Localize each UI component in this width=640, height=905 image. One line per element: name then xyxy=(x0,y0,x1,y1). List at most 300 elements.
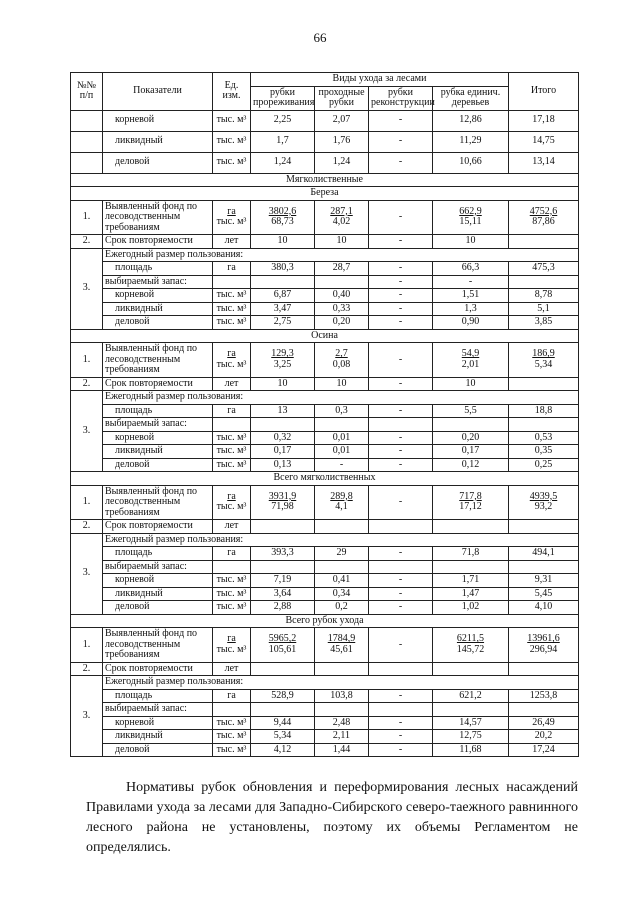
fraction-bottom: 145,72 xyxy=(456,643,485,655)
indicator-cell: выбираемый запас: xyxy=(103,703,213,717)
table-row xyxy=(71,187,579,201)
total-cell xyxy=(509,200,579,235)
value-cell xyxy=(315,485,369,520)
indicator-cell: Ежегодный размер пользования: xyxy=(103,391,579,405)
value-cell: 10,66 xyxy=(433,152,509,173)
value-cell: 0,01 xyxy=(315,445,369,459)
table-row xyxy=(71,316,579,330)
unit-cell xyxy=(213,418,251,432)
fraction-top: 287,1 xyxy=(330,205,353,217)
value-cell: 2,48 xyxy=(315,716,369,730)
table-row xyxy=(71,520,579,534)
fraction-top: 717,8 xyxy=(459,490,482,502)
value-cell: 1,51 xyxy=(433,289,509,303)
fraction-value xyxy=(527,634,560,655)
value-cell: 0,17 xyxy=(251,445,315,459)
table-row xyxy=(71,302,579,316)
unit-cell: тыс. м³ xyxy=(213,110,251,131)
total-cell xyxy=(509,520,579,534)
value-cell: 2,25 xyxy=(251,110,315,131)
fraction-top: 13961,6 xyxy=(527,633,560,645)
fraction-value xyxy=(532,349,555,370)
unit-cell: га xyxy=(213,262,251,276)
block-title: Береза xyxy=(71,187,579,201)
value-cell: 3,47 xyxy=(251,302,315,316)
value-cell: - xyxy=(369,628,433,663)
table-row xyxy=(71,547,579,561)
value-cell: - xyxy=(369,343,433,378)
value-cell: 0,13 xyxy=(251,458,315,472)
value-cell xyxy=(369,560,433,574)
unit-thous-m3: тыс. м³ xyxy=(216,501,247,513)
indicator-cell: выбираемый запас: xyxy=(103,275,213,289)
unit-cell xyxy=(213,485,251,520)
fraction-bottom: 2,01 xyxy=(461,358,480,370)
table-row xyxy=(71,152,579,173)
indicator-cell: деловой xyxy=(103,601,213,615)
indicator-cell: деловой xyxy=(103,316,213,330)
unit-cell: тыс. м³ xyxy=(213,316,251,330)
indicator-cell: ликвидный xyxy=(103,445,213,459)
unit-ha: га xyxy=(227,490,236,502)
value-cell: 11,29 xyxy=(433,131,509,152)
fraction-top: 129,3 xyxy=(271,348,294,360)
header-col-thinning: рубки прореживания xyxy=(251,86,315,110)
header-num: №№ п/п xyxy=(71,73,103,111)
indicator-cell: ликвидный xyxy=(103,730,213,744)
value-cell xyxy=(315,662,369,676)
fraction-top: 4752,6 xyxy=(529,205,558,217)
indicator-cell: площадь xyxy=(103,689,213,703)
value-cell: - xyxy=(369,743,433,757)
value-cell: 1,3 xyxy=(433,302,509,316)
fraction-bottom: 17,12 xyxy=(459,501,482,513)
value-cell xyxy=(251,560,315,574)
total-cell xyxy=(509,662,579,676)
value-cell xyxy=(433,703,509,717)
value-cell: - xyxy=(369,716,433,730)
total-cell xyxy=(509,560,579,574)
value-cell: 1,76 xyxy=(315,131,369,152)
unit-thous-m3: тыс. м³ xyxy=(216,358,247,370)
table-row xyxy=(71,200,579,235)
table-row xyxy=(71,275,579,289)
value-cell: 393,3 xyxy=(251,547,315,561)
indicator-cell: Ежегодный размер пользования: xyxy=(103,676,579,690)
indicator-cell: Выявленный фонд по лесоводственным требованиям xyxy=(103,343,213,378)
total-cell: 5,45 xyxy=(509,587,579,601)
value-cell: 71,8 xyxy=(433,547,509,561)
unit-ha: га xyxy=(227,633,236,645)
value-cell: 5,5 xyxy=(433,404,509,418)
value-cell xyxy=(315,418,369,432)
table-row xyxy=(71,445,579,459)
value-cell: 2,75 xyxy=(251,316,315,330)
table-row xyxy=(71,377,579,391)
value-cell: 1,02 xyxy=(433,601,509,615)
table-row xyxy=(71,560,579,574)
total-cell: 0,35 xyxy=(509,445,579,459)
value-cell: 0,2 xyxy=(315,601,369,615)
total-cell: 8,78 xyxy=(509,289,579,303)
value-cell xyxy=(315,343,369,378)
value-cell: 1,71 xyxy=(433,574,509,588)
num-cell: 3. xyxy=(71,248,103,329)
table-row xyxy=(71,472,579,486)
block-title: Всего рубок ухода xyxy=(71,614,579,628)
value-cell: 0,17 xyxy=(433,445,509,459)
value-cell: - xyxy=(369,289,433,303)
value-cell: 10 xyxy=(315,377,369,391)
total-cell: 1253,8 xyxy=(509,689,579,703)
fraction-value xyxy=(269,492,297,513)
fraction-value xyxy=(330,207,353,228)
num-cell: 3. xyxy=(71,676,103,757)
value-cell xyxy=(433,662,509,676)
value-cell: 621,2 xyxy=(433,689,509,703)
total-cell: 0,53 xyxy=(509,431,579,445)
table-row xyxy=(71,458,579,472)
unit-cell: га xyxy=(213,404,251,418)
value-cell: - xyxy=(369,574,433,588)
unit-cell: тыс. м³ xyxy=(213,743,251,757)
table-row xyxy=(71,289,579,303)
value-cell: 10 xyxy=(433,377,509,391)
total-cell: 475,3 xyxy=(509,262,579,276)
fraction-bottom: 3,25 xyxy=(273,358,292,370)
value-cell: - xyxy=(369,377,433,391)
fraction-top: 54,9 xyxy=(461,348,480,360)
fraction-bottom: 5,34 xyxy=(534,358,553,370)
fraction-top: 2,7 xyxy=(335,348,348,360)
value-cell: 12,75 xyxy=(433,730,509,744)
total-cell xyxy=(509,418,579,432)
value-cell: 9,44 xyxy=(251,716,315,730)
table-row xyxy=(71,689,579,703)
value-cell xyxy=(251,520,315,534)
fraction-top: 4939,5 xyxy=(529,490,558,502)
total-cell xyxy=(509,275,579,289)
num-cell: 1. xyxy=(71,343,103,378)
value-cell: 12,86 xyxy=(433,110,509,131)
header-col-passage: проходные рубки xyxy=(315,86,369,110)
unit-cell: тыс. м³ xyxy=(213,152,251,173)
unit-cell: тыс. м³ xyxy=(213,289,251,303)
indicator-cell: корневой xyxy=(103,110,213,131)
value-cell: 11,68 xyxy=(433,743,509,757)
value-cell: - xyxy=(369,587,433,601)
value-cell: - xyxy=(369,302,433,316)
indicator-cell: площадь xyxy=(103,404,213,418)
fraction-bottom: 105,61 xyxy=(268,643,297,655)
table-row xyxy=(71,391,579,405)
value-cell xyxy=(433,200,509,235)
num-cell: 1. xyxy=(71,200,103,235)
unit-cell: га xyxy=(213,547,251,561)
page-number: 66 xyxy=(313,30,327,45)
indicator-cell: Выявленный фонд по лесоводственным требованиям xyxy=(103,200,213,235)
value-cell xyxy=(315,275,369,289)
value-cell: - xyxy=(369,235,433,249)
fraction-value xyxy=(328,634,356,655)
header-total: Итого xyxy=(509,73,579,111)
fraction-value xyxy=(459,207,482,228)
value-cell: - xyxy=(369,262,433,276)
num-cell: 3. xyxy=(71,533,103,614)
fraction-top: 5965,2 xyxy=(268,633,297,645)
value-cell: - xyxy=(369,547,433,561)
fraction-bottom: 45,61 xyxy=(330,643,353,655)
value-cell: 5,34 xyxy=(251,730,315,744)
table-body xyxy=(71,110,579,757)
indicator-cell: площадь xyxy=(103,547,213,561)
indicator-cell: деловой xyxy=(103,458,213,472)
unit-cell: тыс. м³ xyxy=(213,431,251,445)
fraction-bottom: 296,94 xyxy=(529,643,558,655)
value-cell: - xyxy=(369,316,433,330)
total-cell: 17,24 xyxy=(509,743,579,757)
value-cell: 2,11 xyxy=(315,730,369,744)
total-cell: 17,18 xyxy=(509,110,579,131)
table-row xyxy=(71,262,579,276)
value-cell xyxy=(369,703,433,717)
indicator-cell: Срок повторяемости xyxy=(103,520,213,534)
value-cell: - xyxy=(369,601,433,615)
indicator-cell: Срок повторяемости xyxy=(103,662,213,676)
total-cell: 3,85 xyxy=(509,316,579,330)
table-row xyxy=(71,110,579,131)
value-cell xyxy=(251,485,315,520)
fraction-top: 662,9 xyxy=(459,205,482,217)
fraction-bottom: 93,2 xyxy=(534,501,553,513)
value-cell: 0,01 xyxy=(315,431,369,445)
table-row xyxy=(71,485,579,520)
value-cell: 1,47 xyxy=(433,587,509,601)
fraction-bottom: 0,08 xyxy=(332,358,351,370)
indicator-cell: ликвидный xyxy=(103,302,213,316)
unit-cell xyxy=(213,560,251,574)
value-cell: - xyxy=(369,730,433,744)
value-cell: - xyxy=(369,458,433,472)
table-row xyxy=(71,131,579,152)
total-cell: 5,1 xyxy=(509,302,579,316)
fraction-value xyxy=(269,207,297,228)
fraction-bottom: 68,73 xyxy=(271,216,294,228)
value-cell xyxy=(251,200,315,235)
header-unit: Ед. изм. xyxy=(213,73,251,111)
value-cell: - xyxy=(369,275,433,289)
indicator-cell: ликвидный xyxy=(103,131,213,152)
indicator-cell: Срок повторяемости xyxy=(103,235,213,249)
indicator-cell: выбираемый запас: xyxy=(103,418,213,432)
unit-thous-m3: тыс. м³ xyxy=(216,643,247,655)
value-cell: 3,64 xyxy=(251,587,315,601)
table-row xyxy=(71,703,579,717)
value-cell: - xyxy=(369,200,433,235)
total-cell xyxy=(509,377,579,391)
block-title: Всего мягколиственных xyxy=(71,472,579,486)
value-cell xyxy=(433,560,509,574)
num-cell: 2. xyxy=(71,235,103,249)
table-row xyxy=(71,614,579,628)
table-row xyxy=(71,431,579,445)
value-cell xyxy=(315,628,369,663)
num-cell: 1. xyxy=(71,628,103,663)
total-cell: 0,25 xyxy=(509,458,579,472)
num-cell: 2. xyxy=(71,662,103,676)
value-cell xyxy=(315,703,369,717)
unit-cell xyxy=(213,628,251,663)
value-cell xyxy=(315,560,369,574)
total-cell xyxy=(509,628,579,663)
num-cell xyxy=(71,152,103,173)
value-cell: - xyxy=(369,131,433,152)
value-cell: 1,44 xyxy=(315,743,369,757)
value-cell xyxy=(315,520,369,534)
footer-paragraph: Нормативы рубок обновления и переформирования лесных насаждений Правилами ухода за лесами для Западно-Сибирского северо-таежного равнинного лесного района не установлены, поэтому их объемы Регламентом не определялись. xyxy=(86,780,578,855)
unit-cell: тыс. м³ xyxy=(213,302,251,316)
table-row xyxy=(71,730,579,744)
value-cell: 0,12 xyxy=(433,458,509,472)
indicator-cell: корневой xyxy=(103,574,213,588)
indicator-cell: корневой xyxy=(103,716,213,730)
value-cell xyxy=(433,343,509,378)
value-cell: 10 xyxy=(433,235,509,249)
fraction-top: 186,9 xyxy=(532,348,555,360)
fraction-value xyxy=(462,349,480,370)
table-row xyxy=(71,248,579,262)
value-cell xyxy=(251,703,315,717)
fraction-value xyxy=(530,492,558,513)
total-cell xyxy=(509,343,579,378)
unit-cell: лет xyxy=(213,662,251,676)
total-cell: 20,2 xyxy=(509,730,579,744)
table-row xyxy=(71,329,579,343)
block-title: Осина xyxy=(71,329,579,343)
value-cell: 13 xyxy=(251,404,315,418)
value-cell: 0,40 xyxy=(315,289,369,303)
value-cell xyxy=(251,628,315,663)
value-cell: 6,87 xyxy=(251,289,315,303)
total-cell: 9,31 xyxy=(509,574,579,588)
total-cell xyxy=(509,703,579,717)
table-row xyxy=(71,601,579,615)
table-row xyxy=(71,662,579,676)
value-cell: 0,41 xyxy=(315,574,369,588)
indicator-cell: корневой xyxy=(103,289,213,303)
value-cell: 0,3 xyxy=(315,404,369,418)
value-cell: 7,19 xyxy=(251,574,315,588)
value-cell xyxy=(433,418,509,432)
value-cell: 14,57 xyxy=(433,716,509,730)
value-cell: 66,3 xyxy=(433,262,509,276)
table-row xyxy=(71,743,579,757)
total-cell xyxy=(509,485,579,520)
value-cell xyxy=(369,520,433,534)
total-cell: 18,8 xyxy=(509,404,579,418)
indicator-cell: площадь xyxy=(103,262,213,276)
unit-cell: тыс. м³ xyxy=(213,574,251,588)
value-cell xyxy=(369,662,433,676)
header-col-reconstruction: рубки реконструкции xyxy=(369,86,433,110)
num-cell: 2. xyxy=(71,520,103,534)
total-cell xyxy=(509,235,579,249)
value-cell: 10 xyxy=(315,235,369,249)
unit-cell: тыс. м³ xyxy=(213,730,251,744)
fraction-value xyxy=(459,492,482,513)
unit-cell xyxy=(213,200,251,235)
value-cell: 0,34 xyxy=(315,587,369,601)
value-cell: 0,20 xyxy=(433,431,509,445)
value-cell: 10 xyxy=(251,235,315,249)
unit-ha: га xyxy=(227,348,236,360)
fraction-value xyxy=(330,492,353,513)
unit-cell: тыс. м³ xyxy=(213,716,251,730)
header-group: Виды ухода за лесами xyxy=(251,73,509,87)
unit-cell: тыс. м³ xyxy=(213,458,251,472)
fraction-value xyxy=(530,207,558,228)
value-cell: 0,20 xyxy=(315,316,369,330)
unit-ha: га xyxy=(227,205,236,217)
value-cell: - xyxy=(369,152,433,173)
value-cell: 29 xyxy=(315,547,369,561)
fraction-value xyxy=(269,634,297,655)
num-cell: 1. xyxy=(71,485,103,520)
indicator-cell: ликвидный xyxy=(103,587,213,601)
value-cell: 0,32 xyxy=(251,431,315,445)
indicator-cell: Выявленный фонд по лесоводственным требованиям xyxy=(103,628,213,663)
table-header xyxy=(71,73,579,111)
value-cell: 1,24 xyxy=(315,152,369,173)
table-row xyxy=(71,404,579,418)
unit-cell: лет xyxy=(213,377,251,391)
value-cell: 380,3 xyxy=(251,262,315,276)
num-cell: 2. xyxy=(71,377,103,391)
value-cell: - xyxy=(369,689,433,703)
table-row xyxy=(71,173,579,187)
value-cell: - xyxy=(369,485,433,520)
indicator-cell: Ежегодный размер пользования: xyxy=(103,248,579,262)
value-cell xyxy=(251,418,315,432)
indicator-cell: корневой xyxy=(103,431,213,445)
value-cell: 2,88 xyxy=(251,601,315,615)
num-cell: 3. xyxy=(71,391,103,472)
unit-cell: га xyxy=(213,689,251,703)
table-row xyxy=(71,343,579,378)
table-row xyxy=(71,235,579,249)
unit-cell xyxy=(213,275,251,289)
forest-care-table xyxy=(70,72,579,757)
table-row xyxy=(71,418,579,432)
value-cell xyxy=(315,200,369,235)
indicator-cell: Ежегодный размер пользования: xyxy=(103,533,579,547)
fraction-value xyxy=(333,349,351,370)
value-cell: 103,8 xyxy=(315,689,369,703)
table-row xyxy=(71,716,579,730)
value-cell: 528,9 xyxy=(251,689,315,703)
num-cell xyxy=(71,110,103,131)
value-cell xyxy=(433,485,509,520)
value-cell: 28,7 xyxy=(315,262,369,276)
value-cell: 2,07 xyxy=(315,110,369,131)
value-cell: 10 xyxy=(251,377,315,391)
fraction-top: 289,8 xyxy=(330,490,353,502)
unit-cell xyxy=(213,703,251,717)
unit-cell: тыс. м³ xyxy=(213,601,251,615)
value-cell: - xyxy=(433,275,509,289)
indicator-cell: Срок повторяемости xyxy=(103,377,213,391)
value-cell: 0,90 xyxy=(433,316,509,330)
